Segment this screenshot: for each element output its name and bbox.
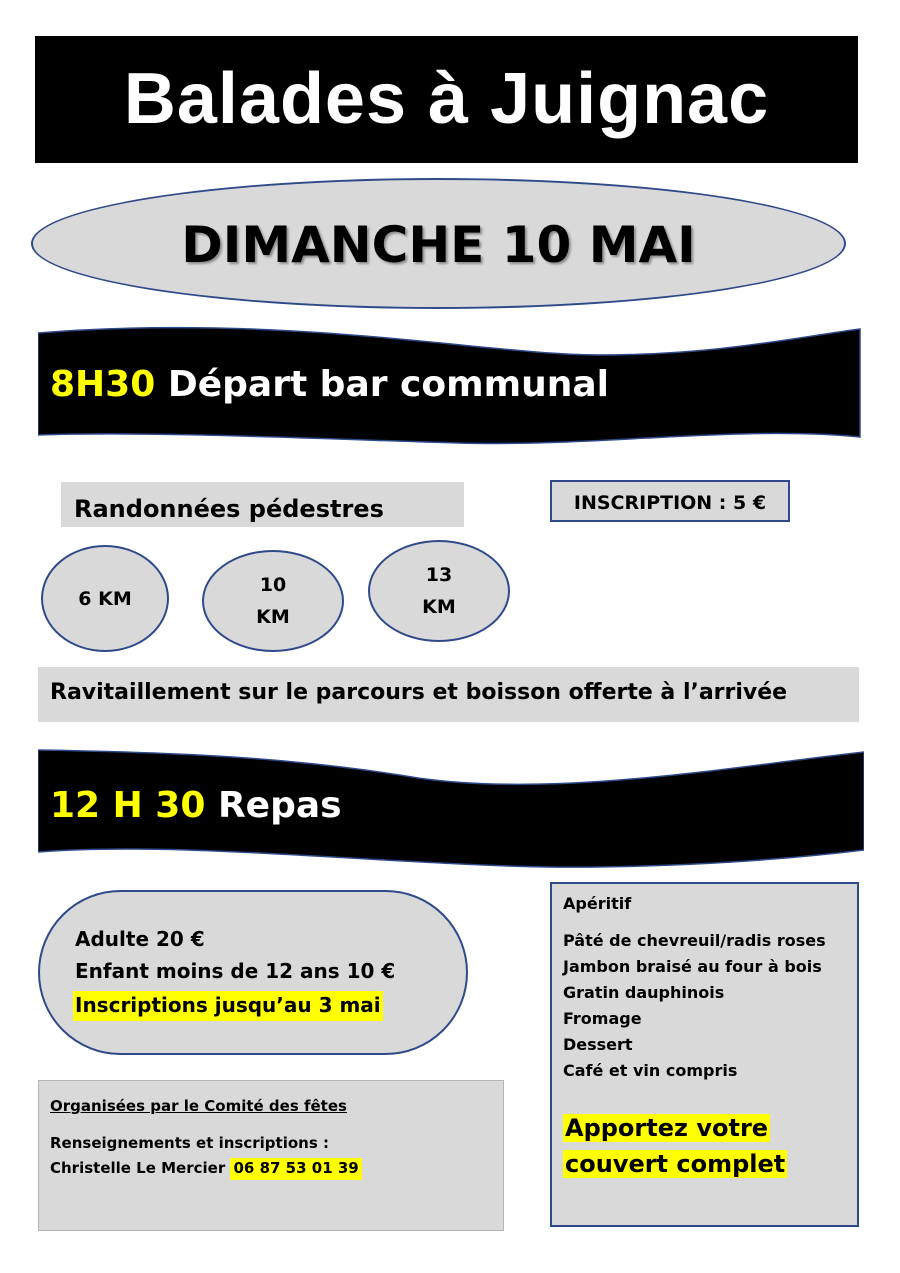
inscription-price: INSCRIPTION : 5 € bbox=[573, 492, 767, 514]
contact-phone: 06 87 53 01 39 bbox=[230, 1158, 361, 1180]
page-title: Balades à Juignac bbox=[123, 59, 770, 139]
menu-note bbox=[563, 1110, 787, 1182]
contact-name: Christelle Le Mercier bbox=[50, 1159, 226, 1177]
depart-label: Départ bar communal bbox=[167, 364, 610, 405]
rando-box bbox=[61, 482, 464, 527]
menu-note-line: couvert complet bbox=[565, 1150, 786, 1178]
menu-item: Fromage bbox=[563, 1009, 642, 1028]
price-child: Enfant moins de 12 ans 10 € bbox=[75, 959, 396, 983]
repas-heading bbox=[50, 785, 342, 826]
distance-label: 6 KM bbox=[78, 587, 132, 610]
registration-deadline: Inscriptions jusqu’au 3 mai bbox=[73, 991, 383, 1021]
distance-10km bbox=[202, 550, 344, 652]
event-date: DIMANCHE 10 MAI bbox=[181, 216, 696, 274]
repas-time: 12 H 30 bbox=[50, 785, 206, 826]
menu-item: Pâté de chevreuil/radis roses bbox=[563, 931, 826, 950]
menu-box bbox=[550, 882, 859, 1227]
distance-number: 13 bbox=[425, 564, 453, 586]
distance-unit: KM bbox=[256, 606, 290, 628]
date-oval bbox=[31, 178, 846, 309]
depart-heading bbox=[50, 364, 609, 405]
ravitaillement-text: Ravitaillement sur le parcours et boisson offerte à l’arrivée bbox=[50, 680, 788, 705]
distance-6km bbox=[41, 545, 169, 652]
menu-note-line: Apportez votre bbox=[565, 1114, 769, 1142]
depart-time: 8H30 bbox=[50, 364, 156, 405]
menu-item: Dessert bbox=[563, 1035, 633, 1054]
repas-label: Repas bbox=[217, 785, 342, 826]
menu-item: Café et vin compris bbox=[563, 1061, 738, 1080]
menu-item: Jambon braisé au four à bois bbox=[563, 957, 822, 976]
distance-number: 10 bbox=[259, 574, 287, 596]
ravitaillement-box bbox=[38, 667, 859, 722]
price-adult: Adulte 20 € bbox=[75, 927, 205, 951]
distance-13km bbox=[368, 540, 510, 642]
price-box bbox=[38, 890, 468, 1055]
title-banner bbox=[35, 36, 858, 163]
menu-item: Gratin dauphinois bbox=[563, 983, 725, 1002]
rando-title: Randonnées pédestres bbox=[74, 495, 384, 523]
distance-unit: KM bbox=[422, 596, 456, 618]
organizer-contact bbox=[50, 1159, 362, 1177]
menu-list bbox=[563, 931, 826, 1087]
organizer-box bbox=[38, 1080, 504, 1231]
menu-title: Apéritif bbox=[563, 894, 632, 913]
organizer-title: Organisées par le Comité des fêtes bbox=[50, 1097, 347, 1115]
organizer-info: Renseignements et inscriptions : bbox=[50, 1134, 329, 1152]
inscription-box bbox=[550, 480, 790, 522]
